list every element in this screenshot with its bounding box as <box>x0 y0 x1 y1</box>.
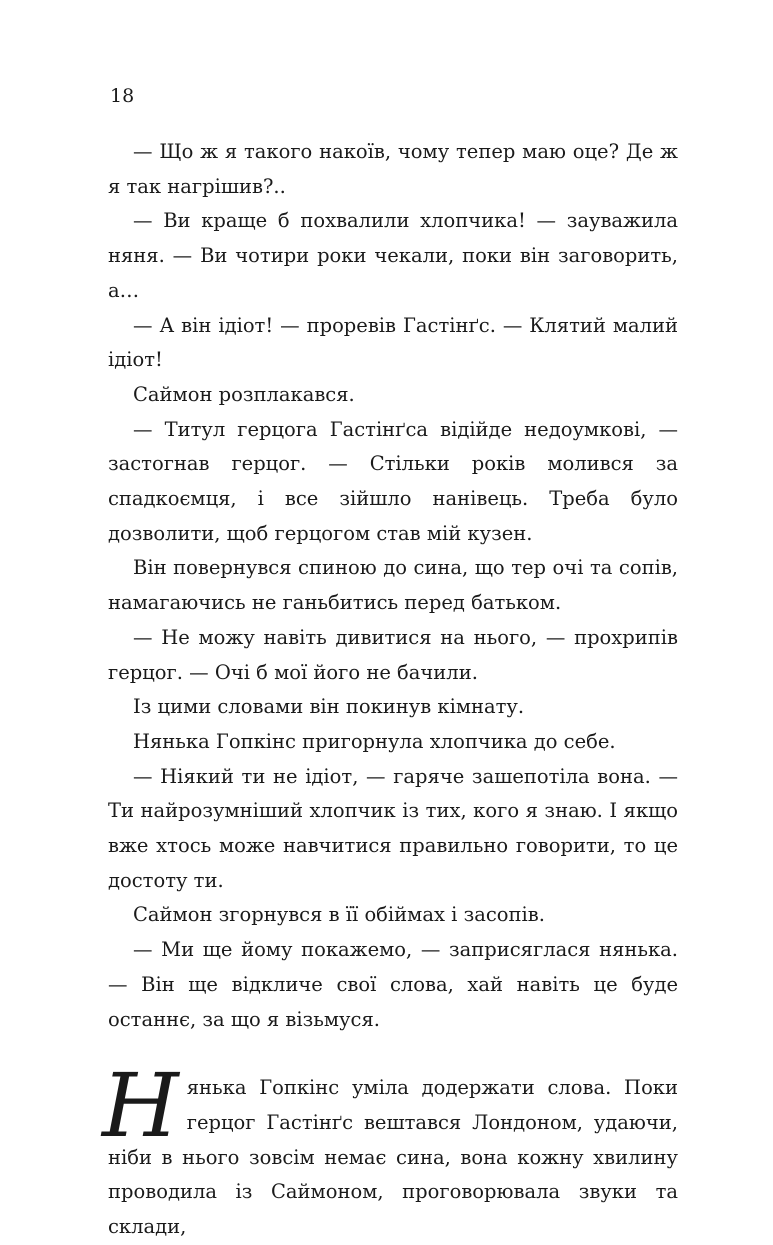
paragraph: Нянька Гопкінс пригорнула хлопчика до себе. <box>133 729 616 753</box>
paragraph: — Ми ще йому покажемо, — заприсяглася нянька. — Він ще відкличе свої слова, хай навіть це буде останнє, за що я візьмуся. <box>108 938 678 1031</box>
section-break <box>108 1037 678 1071</box>
paragraph: — Не можу навіть дивитися на нього, — прохрипів герцог. — Очі б мої його не бачили. <box>108 625 678 684</box>
drop-cap: Н <box>102 1054 175 1158</box>
paragraph: Із цими словами він покинув кімнату. <box>133 695 525 719</box>
paragraph: — Що ж я такого накоїв, чому тепер маю оце? Де ж я так нагрішив?.. <box>108 140 678 198</box>
section-opening-text: янька Гопкінс уміла додержати слова. Поки герцог Гастінґс вештався Лондоном, удаючи, ніби в нього зовсім немає сина, вона кожну хвилину проводила із Саймоном, проговорювала звуки та склади, <box>108 1076 678 1239</box>
paragraph: — Ніякий ти не ідіот, — гаряче зашепотіла вона. — Ти найрозумніший хлопчик із тих, кого я знаю. І якщо вже хтось може навчитися правильно говорити, то це достоту ти. <box>108 764 678 892</box>
paragraph: — Титул герцога Гастінґса відійде недоумкові, — застогнав герцог. — Стільки років молився за спадкоємця, і все зійшло нанівець. Треба було дозволити, щоб герцогом став мій кузен. <box>108 417 678 545</box>
paragraph: Він повернувся спиною до сина, що тер очі та сопів, намагаючись не ганьбитись перед батьком. <box>108 556 678 615</box>
section-opening-paragraph <box>102 1054 678 1245</box>
paragraph: — Ви краще б похвалили хлопчика! — зауважила няня. — Ви чотири роки чекали, поки він заговорить, а… <box>108 209 678 302</box>
paragraph: — А він ідіот! — проревів Гастінґс. — Клятий малий ідіот! <box>108 313 678 372</box>
body-text <box>102 135 678 1245</box>
paragraph: Саймон згорнувся в її обіймах і засопів. <box>133 903 545 927</box>
page-number: 18 <box>110 85 135 107</box>
paragraph: Саймон розплакався. <box>133 382 355 406</box>
